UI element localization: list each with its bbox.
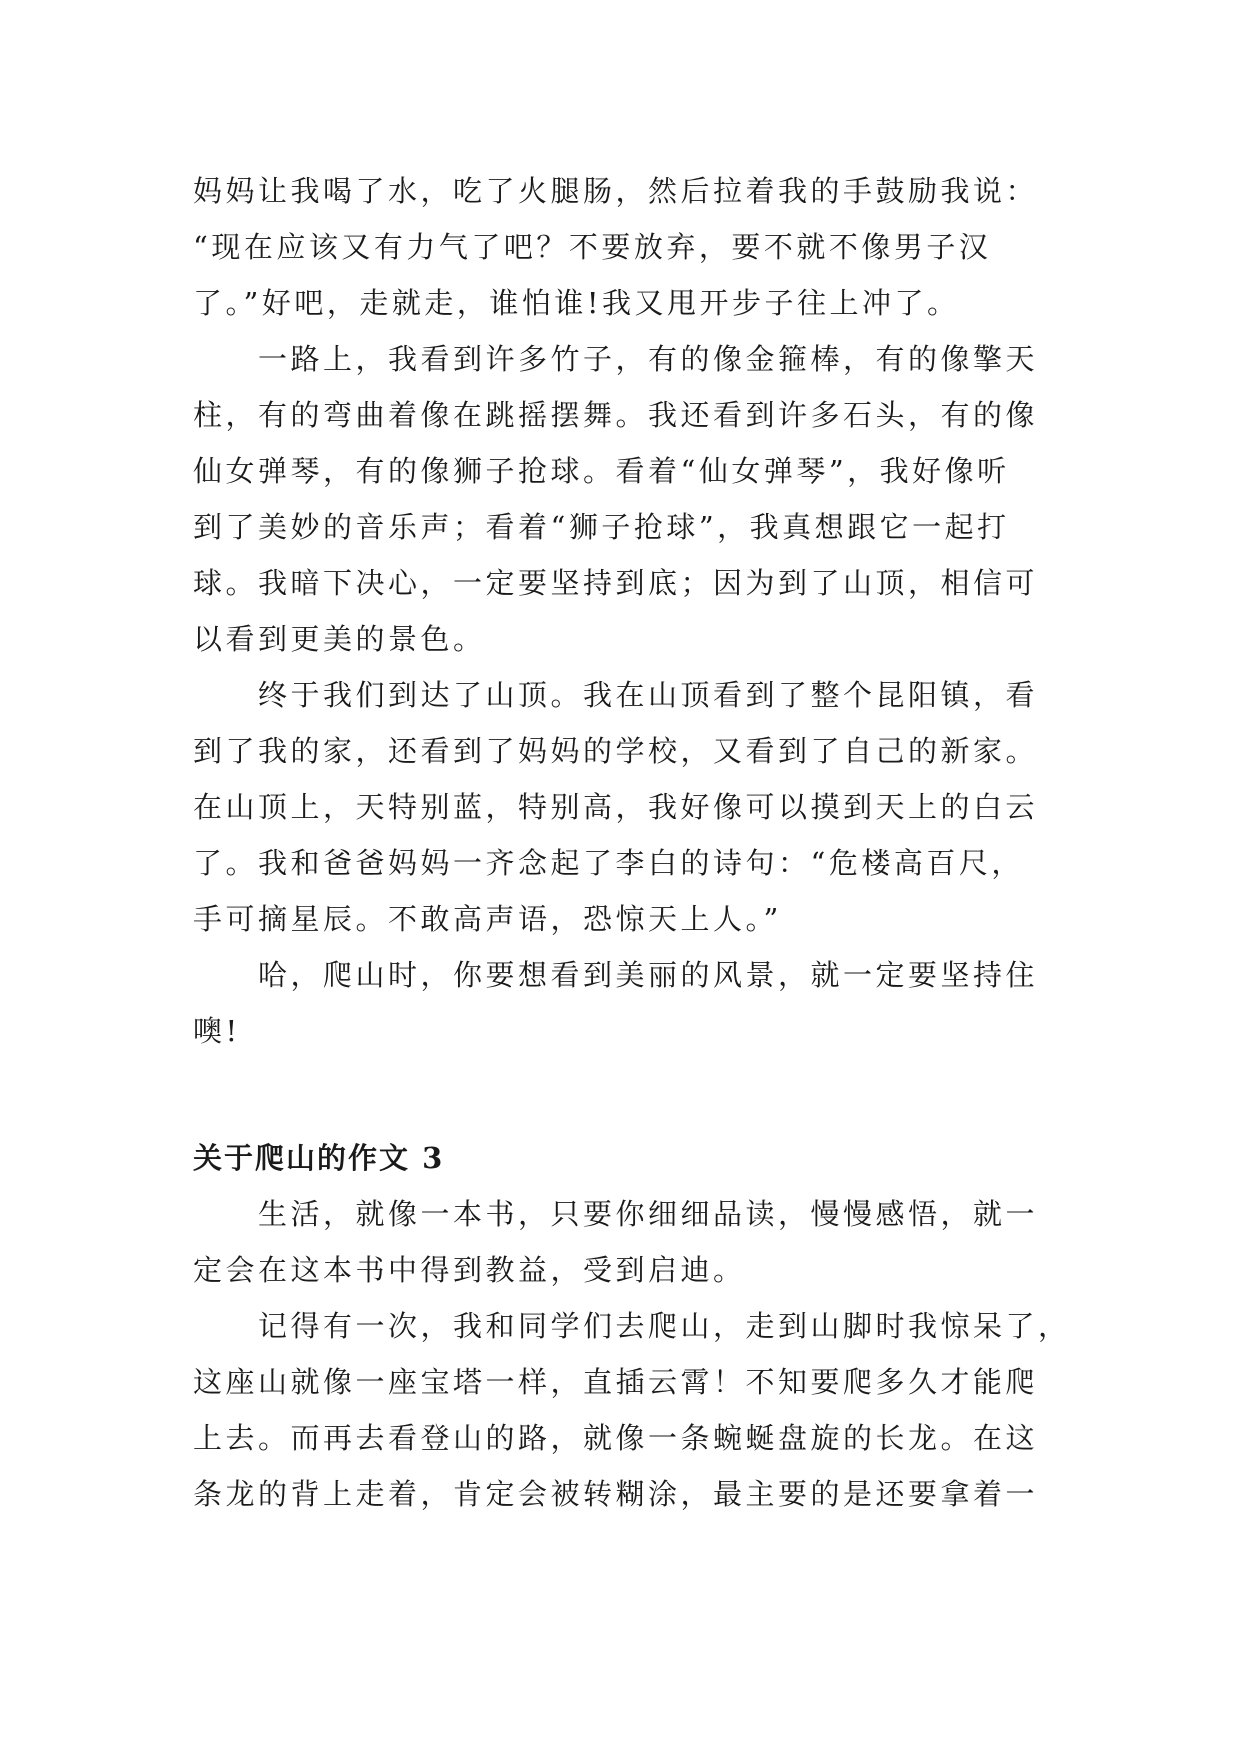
section-gap: [193, 1059, 1073, 1130]
text-line: 哈，爬山时，你要想看到美丽的风景，就一定要坚持住: [258, 958, 1039, 992]
text-line: 手可摘星辰。不敢高声语，恐惊天上人。”: [193, 902, 782, 936]
paragraph: [193, 947, 1073, 1059]
text-line: 生活，就像一本书，只要你细细品读，慢慢感悟，就一: [258, 1197, 1039, 1231]
text-line: 记得有一次，我和同学们去爬山，走到山脚时我惊呆了，: [258, 1309, 1071, 1343]
text-line: 了。”好吧，走就走，谁怕谁!我又甩开步子往上冲了。: [193, 286, 960, 320]
paragraph: [193, 1298, 1073, 1522]
text-line: 条龙的背上走着，肯定会被转糊涂，最主要的是还要拿着一: [193, 1477, 1039, 1511]
text-line: 了。我和爸爸妈妈一齐念起了李白的诗句：“危楼高百尺，: [193, 846, 1024, 880]
document-body: [193, 163, 1073, 1522]
text-line: 上去。而再去看登山的路，就像一条蜿蜒盘旋的长龙。在这: [193, 1421, 1039, 1455]
section-title: 关于爬山的作文 3: [193, 1141, 445, 1175]
paragraph: [193, 667, 1073, 947]
text-line: 到了我的家，还看到了妈妈的学校，又看到了自己的新家。: [193, 734, 1039, 768]
text-line: 球。我暗下决心，一定要坚持到底；因为到了山顶，相信可: [193, 566, 1039, 600]
text-line: 到了美妙的音乐声；看着“狮子抢球”，我真想跟它一起打: [193, 510, 1010, 544]
paragraph: [193, 331, 1073, 667]
text-line: 定会在这本书中得到教益，受到启迪。: [193, 1253, 746, 1287]
text-line: 以看到更美的景色。: [193, 622, 486, 656]
text-line: “现在应该又有力气了吧？不要放弃，要不就不像男子汉: [193, 230, 992, 264]
paragraph: [193, 1186, 1073, 1298]
text-line: 在山顶上，天特别蓝，特别高，我好像可以摸到天上的白云: [193, 790, 1039, 824]
text-line: 柱，有的弯曲着像在跳摇摆舞。我还看到许多石头，有的像: [193, 398, 1039, 432]
text-line: 这座山就像一座宝塔一样，直插云霄！不知要爬多久才能爬: [193, 1365, 1039, 1399]
text-line: 终于我们到达了山顶。我在山顶看到了整个昆阳镇，看: [258, 678, 1039, 712]
text-line: 仙女弹琴，有的像狮子抢球。看着“仙女弹琴”，我好像听: [193, 454, 1010, 488]
text-line: 妈妈让我喝了水，吃了火腿肠，然后拉着我的手鼓励我说：: [193, 174, 1039, 208]
paragraph: [193, 163, 1073, 331]
text-line: 噢!: [193, 1014, 241, 1048]
text-line: 一路上，我看到许多竹子，有的像金箍棒，有的像擎天: [258, 342, 1039, 376]
